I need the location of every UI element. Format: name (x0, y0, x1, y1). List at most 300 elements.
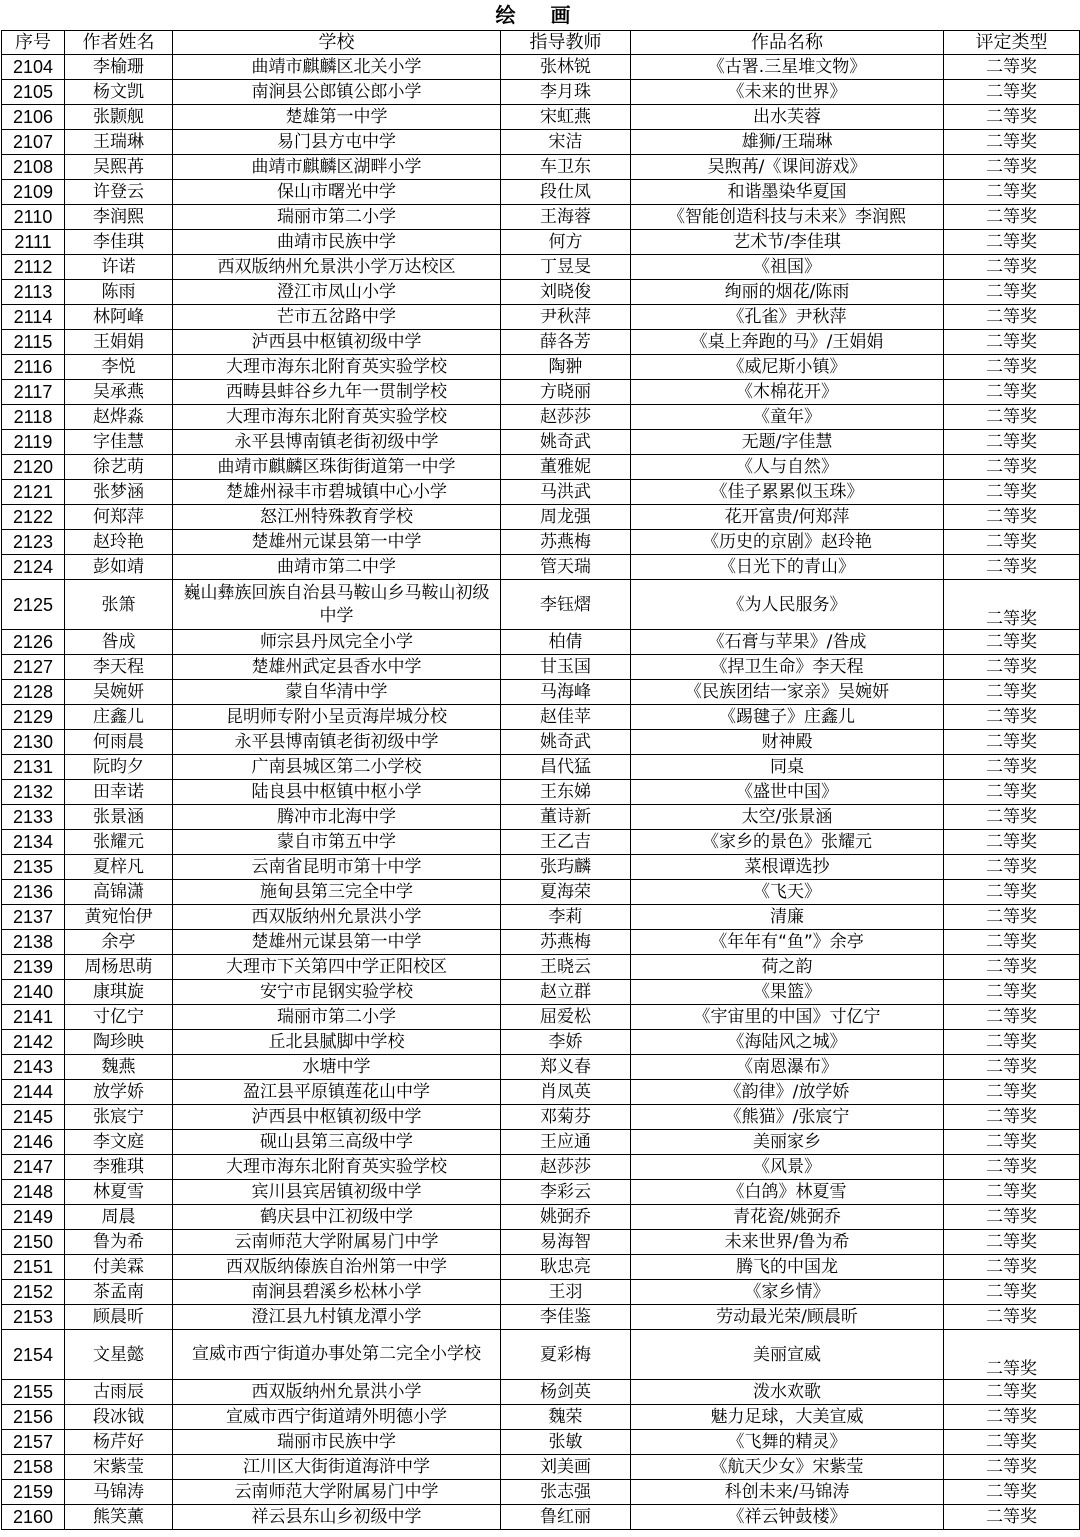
author-cell: 彭如靖 (65, 555, 173, 580)
teacher-cell: 姚奇武 (501, 430, 631, 455)
work-cell: 《祥云钟鼓楼》 (631, 1505, 944, 1530)
header-award: 评定类型 (944, 31, 1080, 55)
award-cell: 二等奖 (944, 930, 1080, 955)
seq-cell: 2133 (2, 805, 65, 830)
school-cell: 永平县博南镇老街初级中学 (173, 730, 501, 755)
teacher-cell: 段仕凤 (501, 180, 631, 205)
teacher-cell: 苏燕梅 (501, 530, 631, 555)
table-row (2, 880, 1080, 905)
award-cell: 二等奖 (944, 755, 1080, 780)
award-cell: 二等奖 (944, 980, 1080, 1005)
award-cell: 二等奖 (944, 330, 1080, 355)
seq-cell: 2107 (2, 130, 65, 155)
award-cell: 二等奖 (944, 380, 1080, 405)
work-cell: 《民族团结一家亲》吴婉妍 (631, 680, 944, 705)
award-cell: 二等奖 (944, 1130, 1080, 1155)
author-cell: 杨芹好 (65, 1430, 173, 1455)
school-cell: 云南师范大学附属易门中学 (173, 1480, 501, 1505)
work-cell: 魅力足球，大美宣威 (631, 1405, 944, 1430)
work-cell: 《历史的京剧》赵玲艳 (631, 530, 944, 555)
teacher-cell: 张玙麟 (501, 855, 631, 880)
work-cell: 《宇宙里的中国》寸亿宁 (631, 1005, 944, 1030)
table-row (2, 1380, 1080, 1405)
award-cell: 二等奖 (944, 1030, 1080, 1055)
author-cell: 张颢舰 (65, 105, 173, 130)
work-cell: 《未来的世界》 (631, 80, 944, 105)
award-cell: 二等奖 (944, 55, 1080, 80)
seq-cell: 2144 (2, 1080, 65, 1105)
work-cell: 《日光下的青山》 (631, 555, 944, 580)
table-row (2, 1005, 1080, 1030)
work-cell: 《佳子累累似玉珠》 (631, 480, 944, 505)
teacher-cell: 何方 (501, 230, 631, 255)
work-cell: 未来世界/鲁为希 (631, 1230, 944, 1255)
award-cell: 二等奖 (944, 1455, 1080, 1480)
table-row (2, 80, 1080, 105)
teacher-cell: 王乙吉 (501, 830, 631, 855)
school-cell: 腾冲市北海中学 (173, 805, 501, 830)
table-row (2, 280, 1080, 305)
table-row (2, 730, 1080, 755)
award-cell: 二等奖 (944, 1505, 1080, 1530)
author-cell: 王娟娟 (65, 330, 173, 355)
author-cell: 张宸宁 (65, 1105, 173, 1130)
table-body (2, 55, 1080, 1530)
work-cell: 《白鸽》林夏雪 (631, 1180, 944, 1205)
teacher-cell: 郑义春 (501, 1055, 631, 1080)
award-cell: 二等奖 (944, 1005, 1080, 1030)
table-row (2, 330, 1080, 355)
teacher-cell: 宋洁 (501, 130, 631, 155)
teacher-cell: 马海峰 (501, 680, 631, 705)
author-cell: 张箫 (65, 580, 173, 630)
seq-cell: 2114 (2, 305, 65, 330)
work-cell: 《盛世中国》 (631, 780, 944, 805)
school-cell: 师宗县丹凤完全小学 (173, 630, 501, 655)
work-cell: 《祖国》 (631, 255, 944, 280)
author-cell: 田幸诺 (65, 780, 173, 805)
work-cell: 《智能创造科技与未来》李润熙 (631, 205, 944, 230)
work-cell: 无题/字佳慧 (631, 430, 944, 455)
author-cell: 张梦涵 (65, 480, 173, 505)
author-cell: 李天程 (65, 655, 173, 680)
author-cell: 夏梓凡 (65, 855, 173, 880)
page-title: 绘 画 (495, 3, 585, 27)
work-cell: 《石膏与苹果》/昝成 (631, 630, 944, 655)
table-row (2, 1155, 1080, 1180)
table-row (2, 1505, 1080, 1530)
author-cell: 付美霖 (65, 1255, 173, 1280)
author-cell: 赵玲艳 (65, 530, 173, 555)
author-cell: 吴熙苒 (65, 155, 173, 180)
work-cell: 《熊猫》/张宸宁 (631, 1105, 944, 1130)
teacher-cell: 屈爱松 (501, 1005, 631, 1030)
seq-cell: 2110 (2, 205, 65, 230)
school-cell: 宾川县宾居镇初级中学 (173, 1180, 501, 1205)
seq-cell: 2149 (2, 1205, 65, 1230)
school-cell: 鹤庆县中江初级中学 (173, 1205, 501, 1230)
teacher-cell: 宋虹燕 (501, 105, 631, 130)
seq-cell: 2124 (2, 555, 65, 580)
table-header-row (2, 31, 1080, 55)
work-cell: 劳动最光荣/顾晨昕 (631, 1305, 944, 1330)
table-row (2, 230, 1080, 255)
award-cell: 二等奖 (944, 430, 1080, 455)
work-cell: 《捍卫生命》李天程 (631, 655, 944, 680)
award-cell: 二等奖 (944, 1305, 1080, 1330)
work-cell: 《为人民服务》 (631, 580, 944, 630)
seq-cell: 2143 (2, 1055, 65, 1080)
award-cell: 二等奖 (944, 80, 1080, 105)
work-cell: 《飞天》 (631, 880, 944, 905)
work-cell: 《南恩瀑布》 (631, 1055, 944, 1080)
work-cell: 《古署.三星堆文物》 (631, 55, 944, 80)
table-row (2, 105, 1080, 130)
seq-cell: 2155 (2, 1380, 65, 1405)
work-cell: 美丽家乡 (631, 1130, 944, 1155)
seq-cell: 2118 (2, 405, 65, 430)
teacher-cell: 姚奇武 (501, 730, 631, 755)
award-cell: 二等奖 (944, 555, 1080, 580)
school-cell: 西畴县蚌谷乡九年一贯制学校 (173, 380, 501, 405)
school-cell: 西双版纳傣族自治州第一中学 (173, 1255, 501, 1280)
work-cell: 《孔雀》尹秋萍 (631, 305, 944, 330)
teacher-cell: 李莉 (501, 905, 631, 930)
seq-cell: 2132 (2, 780, 65, 805)
award-cell: 二等奖 (944, 1055, 1080, 1080)
work-cell: 《飞舞的精灵》 (631, 1430, 944, 1455)
table-row (2, 580, 1080, 630)
table-row (2, 1330, 1080, 1380)
table-row (2, 1130, 1080, 1155)
seq-cell: 2160 (2, 1505, 65, 1530)
table-row (2, 955, 1080, 980)
award-cell: 二等奖 (944, 1405, 1080, 1430)
award-cell: 二等奖 (944, 655, 1080, 680)
teacher-cell: 李钰熠 (501, 580, 631, 630)
school-cell: 云南省昆明市第十中学 (173, 855, 501, 880)
seq-cell: 2150 (2, 1230, 65, 1255)
work-cell: 吴煦苒/《课间游戏》 (631, 155, 944, 180)
teacher-cell: 夏彩梅 (501, 1330, 631, 1380)
teacher-cell: 陶翀 (501, 355, 631, 380)
work-cell: 《韵律》/放学娇 (631, 1080, 944, 1105)
school-cell: 大理市海东北附育英实验学校 (173, 1155, 501, 1180)
work-cell: 《人与自然》 (631, 455, 944, 480)
teacher-cell: 甘玉国 (501, 655, 631, 680)
teacher-cell: 杨剑英 (501, 1380, 631, 1405)
author-cell: 宋紫莹 (65, 1455, 173, 1480)
award-cell: 二等奖 (944, 955, 1080, 980)
work-cell: 《风景》 (631, 1155, 944, 1180)
table-row (2, 830, 1080, 855)
teacher-cell: 丁昱旻 (501, 255, 631, 280)
seq-cell: 2151 (2, 1255, 65, 1280)
author-cell: 徐艺萌 (65, 455, 173, 480)
seq-cell: 2159 (2, 1480, 65, 1505)
author-cell: 吴婉妍 (65, 680, 173, 705)
seq-cell: 2119 (2, 430, 65, 455)
teacher-cell: 赵莎莎 (501, 1155, 631, 1180)
seq-cell: 2111 (2, 230, 65, 255)
seq-cell: 2104 (2, 55, 65, 80)
teacher-cell: 董雅妮 (501, 455, 631, 480)
author-cell: 放学娇 (65, 1080, 173, 1105)
award-cell: 二等奖 (944, 530, 1080, 555)
work-cell: 科创未来/马锦涛 (631, 1480, 944, 1505)
author-cell: 段冰钺 (65, 1405, 173, 1430)
seq-cell: 2156 (2, 1405, 65, 1430)
school-cell: 保山市曙光中学 (173, 180, 501, 205)
table-row (2, 1205, 1080, 1230)
award-cell: 二等奖 (944, 630, 1080, 655)
teacher-cell: 李佳鉴 (501, 1305, 631, 1330)
table-row (2, 405, 1080, 430)
table-row (2, 1405, 1080, 1430)
seq-cell: 2154 (2, 1330, 65, 1380)
seq-cell: 2123 (2, 530, 65, 555)
table-row (2, 1480, 1080, 1505)
school-cell: 瑞丽市第二小学 (173, 1005, 501, 1030)
teacher-cell: 苏燕梅 (501, 930, 631, 955)
teacher-cell: 王海蓉 (501, 205, 631, 230)
table-row (2, 630, 1080, 655)
author-cell: 余亭 (65, 930, 173, 955)
work-cell: 腾飞的中国龙 (631, 1255, 944, 1280)
award-cell: 二等奖 (944, 105, 1080, 130)
school-cell: 瑞丽市第二小学 (173, 205, 501, 230)
work-cell: 美丽宣威 (631, 1330, 944, 1380)
author-cell: 庄鑫儿 (65, 705, 173, 730)
seq-cell: 2113 (2, 280, 65, 305)
teacher-cell: 车卫东 (501, 155, 631, 180)
work-cell: 出水芙蓉 (631, 105, 944, 130)
author-cell: 顾晨昕 (65, 1305, 173, 1330)
author-cell: 张耀元 (65, 830, 173, 855)
school-cell: 盈江县平原镇莲花山中学 (173, 1080, 501, 1105)
seq-cell: 2153 (2, 1305, 65, 1330)
school-cell: 南涧县公郎镇公郎小学 (173, 80, 501, 105)
work-cell: 《桌上奔跑的马》/王娟娟 (631, 330, 944, 355)
author-cell: 王瑞琳 (65, 130, 173, 155)
work-cell: 《家乡的景色》张耀元 (631, 830, 944, 855)
table-row (2, 55, 1080, 80)
teacher-cell: 魏荣 (501, 1405, 631, 1430)
award-cell: 二等奖 (944, 505, 1080, 530)
award-cell: 二等奖 (944, 780, 1080, 805)
author-cell: 李文庭 (65, 1130, 173, 1155)
school-cell: 芒市五岔路中学 (173, 305, 501, 330)
work-cell: 荷之韵 (631, 955, 944, 980)
table-row (2, 1055, 1080, 1080)
teacher-cell: 方晓丽 (501, 380, 631, 405)
work-cell: 清廉 (631, 905, 944, 930)
author-cell: 字佳慧 (65, 430, 173, 455)
award-cell: 二等奖 (944, 230, 1080, 255)
work-cell: 《家乡情》 (631, 1280, 944, 1305)
award-cell: 二等奖 (944, 855, 1080, 880)
table-row (2, 705, 1080, 730)
seq-cell: 2109 (2, 180, 65, 205)
work-cell: 《航天少女》宋紫莹 (631, 1455, 944, 1480)
school-cell: 澄江市凤山小学 (173, 280, 501, 305)
header-work: 作品名称 (631, 31, 944, 55)
school-cell: 蒙自市第五中学 (173, 830, 501, 855)
teacher-cell: 董诗新 (501, 805, 631, 830)
award-cell: 二等奖 (944, 1255, 1080, 1280)
seq-cell: 2112 (2, 255, 65, 280)
school-cell: 曲靖市民族中学 (173, 230, 501, 255)
table-row (2, 1030, 1080, 1055)
teacher-cell: 刘美画 (501, 1455, 631, 1480)
school-cell: 宣威市西宁街道办事处第二完全小学校 (173, 1330, 501, 1380)
teacher-cell: 王东娣 (501, 780, 631, 805)
teacher-cell: 李彩云 (501, 1180, 631, 1205)
table-row (2, 430, 1080, 455)
teacher-cell: 李娇 (501, 1030, 631, 1055)
seq-cell: 2130 (2, 730, 65, 755)
school-cell: 巍山彝族回族自治县马鞍山乡马鞍山初级中学 (173, 580, 501, 630)
school-cell: 澄江县九村镇龙潭小学 (173, 1305, 501, 1330)
author-cell: 张景涵 (65, 805, 173, 830)
teacher-cell: 尹秋萍 (501, 305, 631, 330)
table-row (2, 905, 1080, 930)
table-row (2, 805, 1080, 830)
school-cell: 西双版纳州允景洪小学 (173, 905, 501, 930)
table-row (2, 1105, 1080, 1130)
award-cell: 二等奖 (944, 180, 1080, 205)
school-cell: 昆明师专附小呈贡海岸城分校 (173, 705, 501, 730)
work-cell: 《童年》 (631, 405, 944, 430)
work-cell: 青花瓷/姚弼乔 (631, 1205, 944, 1230)
author-cell: 高锦潇 (65, 880, 173, 905)
author-cell: 赵烨淼 (65, 405, 173, 430)
teacher-cell: 鲁红丽 (501, 1505, 631, 1530)
table-row (2, 130, 1080, 155)
table-row (2, 755, 1080, 780)
school-cell: 大理市海东北附育英实验学校 (173, 355, 501, 380)
table-row (2, 555, 1080, 580)
work-cell: 《踢毽子》庄鑫儿 (631, 705, 944, 730)
school-cell: 安宁市昆钢实验学校 (173, 980, 501, 1005)
seq-cell: 2137 (2, 905, 65, 930)
work-cell: 绚丽的烟花/陈雨 (631, 280, 944, 305)
teacher-cell: 马洪武 (501, 480, 631, 505)
school-cell: 楚雄州元谋县第一中学 (173, 930, 501, 955)
teacher-cell: 李月珠 (501, 80, 631, 105)
teacher-cell: 邓菊芬 (501, 1105, 631, 1130)
author-cell: 文星懿 (65, 1330, 173, 1380)
table-row (2, 930, 1080, 955)
author-cell: 古雨辰 (65, 1380, 173, 1405)
award-cell: 二等奖 (944, 155, 1080, 180)
school-cell: 宣威市西宁街道靖外明德小学 (173, 1405, 501, 1430)
school-cell: 南涧县碧溪乡松林小学 (173, 1280, 501, 1305)
school-cell: 西双版纳州允景洪小学万达校区 (173, 255, 501, 280)
work-cell: 《海陆风之城》 (631, 1030, 944, 1055)
teacher-cell: 昌代猛 (501, 755, 631, 780)
author-cell: 周晨 (65, 1205, 173, 1230)
table-row (2, 380, 1080, 405)
author-cell: 熊笑薰 (65, 1505, 173, 1530)
school-cell: 永平县博南镇老街初级中学 (173, 430, 501, 455)
school-cell: 泸西县中枢镇初级中学 (173, 1105, 501, 1130)
work-cell: 《木棉花开》 (631, 380, 944, 405)
teacher-cell: 赵立群 (501, 980, 631, 1005)
award-cell: 二等奖 (944, 280, 1080, 305)
award-cell: 二等奖 (944, 130, 1080, 155)
school-cell: 曲靖市麒麟区北关小学 (173, 55, 501, 80)
school-cell: 楚雄第一中学 (173, 105, 501, 130)
school-cell: 曲靖市第二中学 (173, 555, 501, 580)
header-school: 学校 (173, 31, 501, 55)
seq-cell: 2139 (2, 955, 65, 980)
work-cell: 雄狮/王瑞琳 (631, 130, 944, 155)
author-cell: 阮昀夕 (65, 755, 173, 780)
teacher-cell: 薛各芳 (501, 330, 631, 355)
award-cell: 二等奖 (944, 580, 1080, 630)
header-seq: 序号 (2, 31, 65, 55)
author-cell: 何郑萍 (65, 505, 173, 530)
seq-cell: 2147 (2, 1155, 65, 1180)
header-teacher: 指导教师 (501, 31, 631, 55)
author-cell: 鲁为希 (65, 1230, 173, 1255)
table-row (2, 1080, 1080, 1105)
author-cell: 康琪旋 (65, 980, 173, 1005)
school-cell: 祥云县东山乡初级中学 (173, 1505, 501, 1530)
table-row (2, 1255, 1080, 1280)
teacher-cell: 易海智 (501, 1230, 631, 1255)
table-row (2, 1230, 1080, 1255)
award-cell: 二等奖 (944, 1480, 1080, 1505)
table-row (2, 155, 1080, 180)
author-cell: 周杨思萌 (65, 955, 173, 980)
seq-cell: 2142 (2, 1030, 65, 1055)
seq-cell: 2117 (2, 380, 65, 405)
seq-cell: 2125 (2, 580, 65, 630)
teacher-cell: 赵佳苹 (501, 705, 631, 730)
award-cell: 二等奖 (944, 705, 1080, 730)
school-cell: 曲靖市麒麟区珠街街道第一中学 (173, 455, 501, 480)
author-cell: 吴承燕 (65, 380, 173, 405)
teacher-cell: 王晓云 (501, 955, 631, 980)
award-cell: 二等奖 (944, 830, 1080, 855)
award-cell: 二等奖 (944, 455, 1080, 480)
table-row (2, 1455, 1080, 1480)
work-cell: 花开富贵/何郑萍 (631, 505, 944, 530)
teacher-cell: 肖凤英 (501, 1080, 631, 1105)
award-cell: 二等奖 (944, 1430, 1080, 1455)
seq-cell: 2120 (2, 455, 65, 480)
teacher-cell: 王羽 (501, 1280, 631, 1305)
seq-cell: 2116 (2, 355, 65, 380)
award-cell: 二等奖 (944, 480, 1080, 505)
seq-cell: 2115 (2, 330, 65, 355)
school-cell: 泸西县中枢镇初级中学 (173, 330, 501, 355)
teacher-cell: 刘晓俊 (501, 280, 631, 305)
seq-cell: 2157 (2, 1430, 65, 1455)
award-cell: 二等奖 (944, 1280, 1080, 1305)
school-cell: 蒙自华清中学 (173, 680, 501, 705)
school-cell: 易门县方屯中学 (173, 130, 501, 155)
author-cell: 茶孟南 (65, 1280, 173, 1305)
author-cell: 魏燕 (65, 1055, 173, 1080)
seq-cell: 2131 (2, 755, 65, 780)
seq-cell: 2146 (2, 1130, 65, 1155)
school-cell: 大理市海东北附育英实验学校 (173, 405, 501, 430)
author-cell: 许诺 (65, 255, 173, 280)
author-cell: 李润熙 (65, 205, 173, 230)
